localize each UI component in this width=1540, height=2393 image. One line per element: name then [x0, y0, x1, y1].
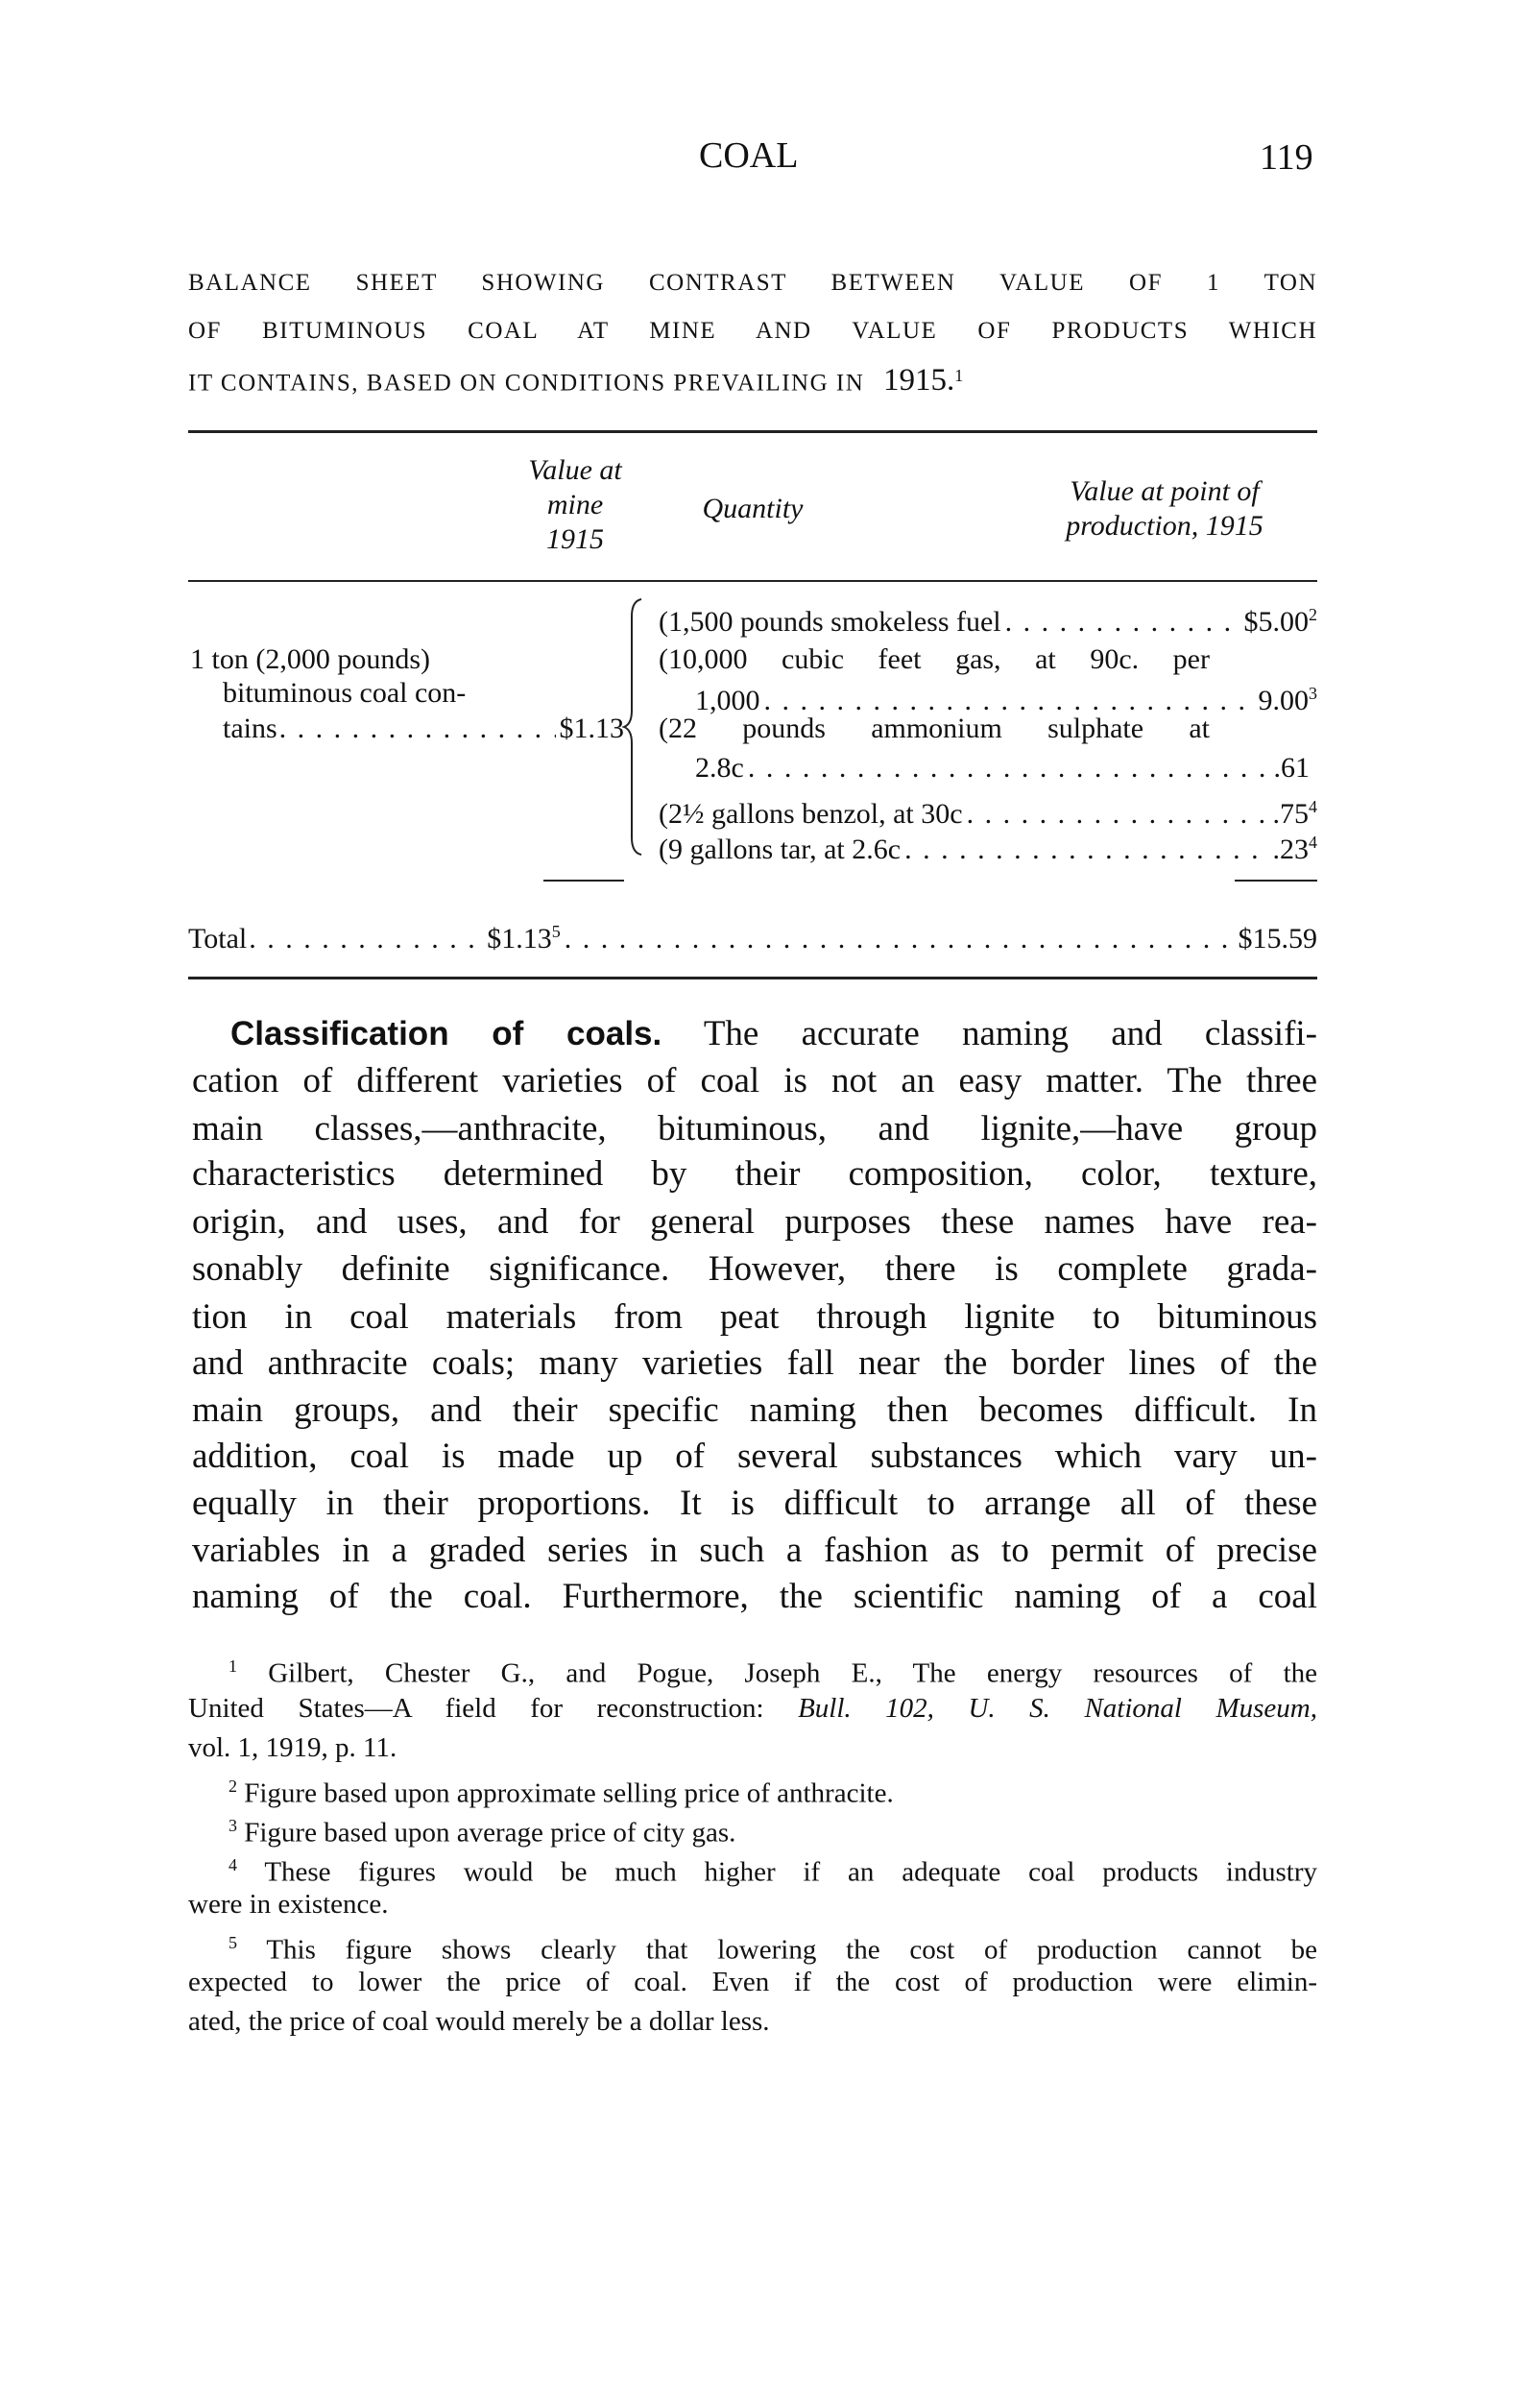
page-number: 119: [1260, 137, 1313, 178]
body-line: addition, coal is made up of several substances which vary un-: [192, 1437, 1317, 1476]
table-caption-line: [188, 359, 965, 399]
caption-year: 1915.: [883, 363, 955, 399]
footnote-ref[interactable]: 5: [551, 922, 561, 941]
table-caption-line: OF BITUMINOUS COAL AT MINE AND VALUE OF PRODUCTS WHICH: [188, 318, 1317, 344]
production-value: [1273, 825, 1318, 867]
dot-leader: [1005, 605, 1237, 640]
table-row: (10,000 cubic feet gas, at 90c. per: [659, 643, 1210, 675]
header-line: Value at: [528, 454, 622, 486]
footnote-text: United States—A field for reconstruction:: [188, 1693, 799, 1724]
footnote-1-line: [188, 1691, 1317, 1726]
header-line: Value at point of: [1070, 475, 1260, 507]
value-text: $5.00: [1243, 606, 1309, 638]
quantity-text: 1,000: [695, 685, 760, 716]
table-row: (22 pounds ammonium sulphate at: [659, 713, 1210, 744]
footnote-ref[interactable]: 4: [1309, 833, 1317, 852]
total-row: [188, 914, 1317, 956]
dot-leader: [748, 751, 1266, 786]
subtotal-rule: [543, 880, 624, 882]
footnote-text: Figure based upon approximate selling price of anthracite.: [244, 1777, 894, 1809]
quantity-text: (9 gallons tar, at 2.6c: [659, 834, 902, 865]
footnote-text: Gilbert, Chester G., and Pogue, Joseph E., The energy resources of the: [268, 1657, 1317, 1689]
quantity-text: 2.8c: [695, 752, 744, 784]
left-cell-line: 1 ton (2,000 pounds): [190, 643, 430, 675]
value-text: $1.13: [487, 923, 552, 955]
header-line: mine: [546, 489, 604, 520]
table-row: [659, 597, 1317, 640]
header-value-at-production: [1018, 474, 1311, 544]
footnote-4-line: were in existence.: [188, 1889, 389, 1920]
footnote-4: [229, 1848, 1317, 1890]
production-value: [1259, 676, 1318, 718]
header-quantity: Quantity: [702, 493, 804, 524]
body-line: sonably definite significance. However, there is complete grada-: [192, 1249, 1317, 1289]
body-line: variables in a graded series in such a fashion as to permit of precise: [192, 1531, 1317, 1570]
body-line: cation of different varieties of coal is not an easy matter. The three: [192, 1061, 1317, 1100]
footnote-1-line: vol. 1, 1919, p. 11.: [188, 1732, 397, 1763]
left-cell-line: bituminous coal con-: [223, 677, 467, 709]
body-line: [230, 1013, 1317, 1055]
brace-icon: [622, 597, 645, 857]
header-line: production, 1915: [1066, 510, 1263, 542]
footnote-text: This figure shows clearly that lowering the cost of production cannot be: [266, 1934, 1317, 1966]
body-text: The accurate naming and classifi-: [703, 1014, 1317, 1053]
caption-text: IT CONTAINS, BASED ON CONDITIONS PREVAILING IN: [188, 370, 865, 397]
production-value: [1244, 597, 1318, 640]
left-cell-text: tains: [223, 713, 277, 744]
production-value: .61: [1273, 752, 1310, 784]
footnote-3: [229, 1808, 1317, 1850]
total-mine-value: [487, 914, 561, 956]
footnote-text: Figure based upon average price of city gas.: [244, 1817, 736, 1849]
footnote-marker: 5: [229, 1933, 237, 1952]
body-line: and anthracite coals; many varieties fall near the border lines of the: [192, 1343, 1317, 1383]
footnote-marker: 4: [229, 1855, 237, 1874]
body-line: tion in coal materials from peat through lignite to bituminous: [192, 1297, 1317, 1337]
table-header-rule: [188, 580, 1317, 582]
subtotal-rule: [1235, 880, 1317, 882]
footnote-ref[interactable]: 4: [1309, 797, 1317, 816]
quantity-text: (1,500 pounds smokeless fuel: [659, 606, 1001, 638]
dot-leader: [904, 833, 1264, 867]
footnote-marker: 2: [229, 1777, 237, 1796]
footnote-text: These figures would be much higher if an adequate coal products industry: [264, 1856, 1317, 1888]
value-text: 9.00: [1258, 685, 1309, 716]
footnote-ref[interactable]: 3: [1309, 684, 1317, 703]
footnote-5-line: expected to lower the price of coal. Even if the cost of production were elimin-: [188, 1967, 1317, 1997]
footnote-ref[interactable]: 1: [954, 366, 965, 385]
footnote-marker: 3: [229, 1816, 237, 1835]
table-row: [659, 825, 1317, 867]
header-value-at-mine: [498, 453, 652, 557]
value-text: .23: [1272, 834, 1309, 865]
footnote-1: [229, 1649, 1317, 1691]
body-line: origin, and uses, and for general purposes these names have rea-: [192, 1202, 1317, 1242]
value-text: .75: [1272, 798, 1309, 830]
body-line: naming of the coal. Furthermore, the scientific naming of a coal: [192, 1577, 1317, 1616]
footnote-marker: 1: [229, 1656, 237, 1676]
dot-leader: [279, 712, 556, 746]
body-line: characteristics determined by their composition, color, texture,: [192, 1154, 1317, 1194]
section-heading: Classification of coals.: [230, 1015, 662, 1052]
total-label: Total: [188, 923, 248, 955]
footnote-ref[interactable]: 2: [1309, 605, 1317, 624]
running-title: COAL: [699, 135, 799, 176]
table-caption-line: BALANCE SHEET SHOWING CONTRAST BETWEEN VALUE OF 1 TON: [188, 270, 1317, 296]
dot-leader: [565, 922, 1235, 956]
quantity-text: (2½ gallons benzol, at 30c: [659, 798, 963, 830]
left-cell-total-line: [223, 712, 624, 746]
body-line: equally in their proportions. It is difficult to arrange all of these: [192, 1484, 1317, 1523]
body-line: main groups, and their specific naming then becomes difficult. In: [192, 1390, 1317, 1430]
footnote-5: [229, 1925, 1317, 1968]
mine-value: $1.13: [559, 713, 624, 744]
footnote-citation: Bull. 102, U. S. National Museum,: [798, 1693, 1317, 1724]
total-production-value: $15.59: [1238, 923, 1317, 955]
footnote-2: [229, 1769, 1317, 1811]
table-bottom-rule: [188, 977, 1317, 979]
header-line: 1915: [546, 523, 604, 555]
dot-leader: [249, 922, 485, 956]
table-row: [695, 751, 1310, 786]
table-top-rule: [188, 430, 1317, 433]
footnote-5-line: ated, the price of coal would merely be a dollar less.: [188, 2006, 770, 2037]
body-line: main classes,—anthracite, bituminous, and lignite,—have group: [192, 1109, 1317, 1148]
